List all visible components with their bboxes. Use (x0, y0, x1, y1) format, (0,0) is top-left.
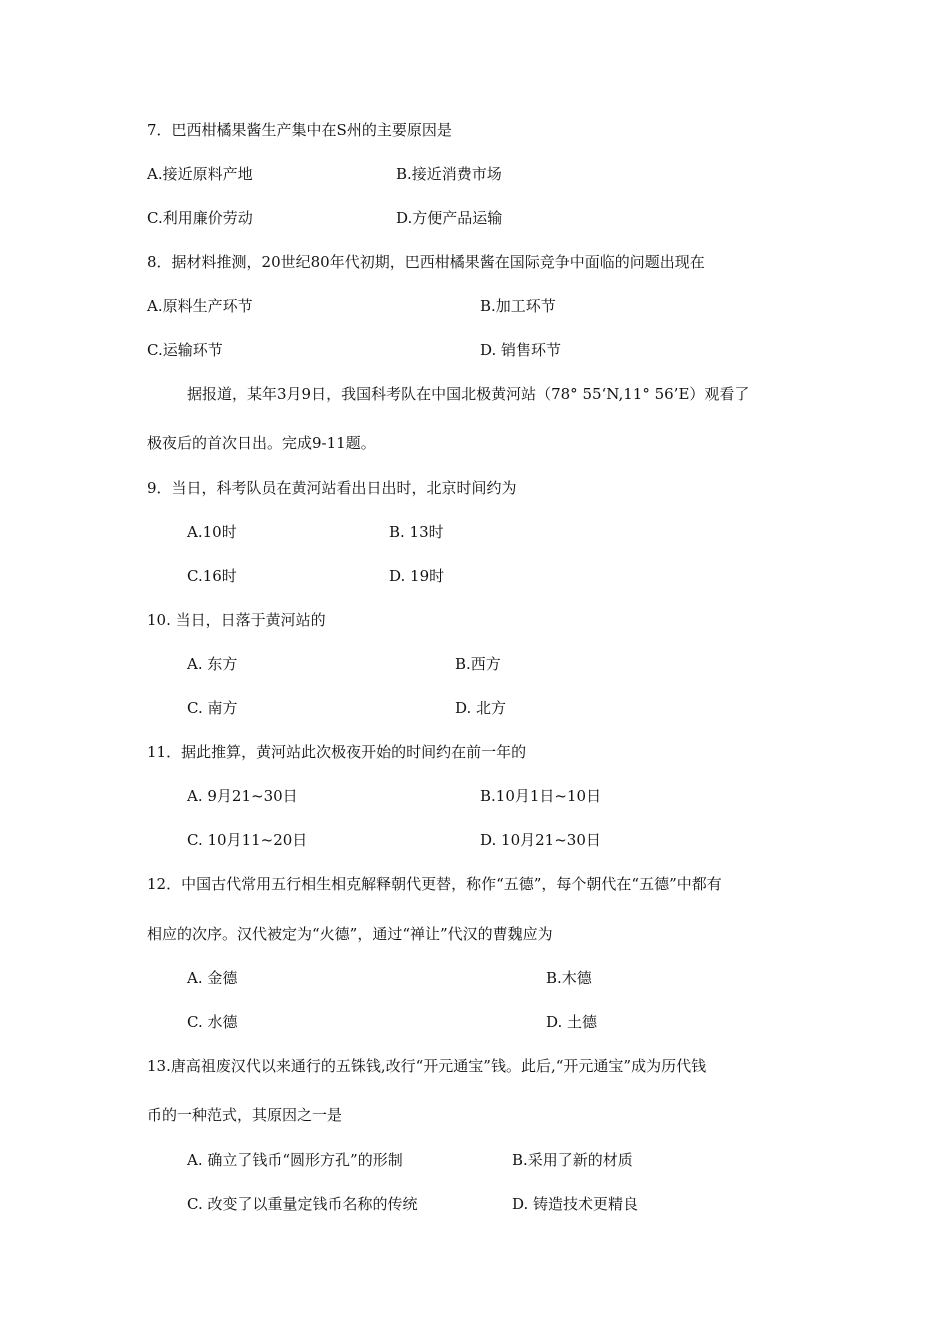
q13-option-d: D. 铸造技术更精良 (512, 1195, 639, 1213)
q8-option-a: A.原料生产环节 (147, 297, 253, 315)
q13-stem-line-2: 币的一种范式，其原因之一是 (147, 1106, 343, 1124)
q7-option-c: C.利用廉价劳动 (147, 209, 253, 227)
q11-option-d: D. 10月21~30日 (480, 831, 601, 849)
q8-option-b: B.加工环节 (480, 297, 556, 315)
q7-stem: 7．巴西柑橘果酱生产集中在S州的主要原因是 (147, 121, 452, 139)
q11-option-b: B.10月1日~10日 (480, 787, 602, 805)
q9-option-a: A.10时 (187, 523, 237, 541)
q12-option-d: D. 土德 (546, 1013, 598, 1031)
q10-option-b: B.西方 (455, 655, 501, 673)
q7-option-d: D.方便产品运输 (396, 209, 503, 227)
q12-option-c: C. 水德 (187, 1013, 238, 1031)
q11-stem: 11．据此推算，黄河站此次极夜开始的时间约在前一年的 (147, 743, 527, 761)
passage-line-2: 极夜后的首次日出。完成9-11题。 (147, 434, 376, 452)
q13-option-b: B.采用了新的材质 (512, 1151, 633, 1169)
q12-stem-line-2: 相应的次序。汉代被定为“火德”，通过“禅让”代汉的曹魏应为 (147, 925, 553, 943)
q8-option-d: D. 销售环节 (480, 341, 562, 359)
q13-option-c: C. 改变了以重量定钱币名称的传统 (187, 1195, 418, 1213)
q9-stem: 9．当日，科考队员在黄河站看出日出时，北京时间约为 (147, 479, 517, 497)
q9-option-d: D. 19时 (389, 567, 445, 585)
q9-option-b: B. 13时 (389, 523, 444, 541)
q10-stem: 10. 当日，日落于黄河站的 (147, 611, 326, 629)
passage-line-1: 据报道，某年3月9日，我国科考队在中国北极黄河站（78° 55‘N,11° 56’E）观看了 (187, 385, 750, 403)
q11-option-a: A. 9月21~30日 (187, 787, 298, 805)
q13-option-a: A. 确立了钱币“圆形方孔”的形制 (187, 1151, 403, 1169)
q11-option-c: C. 10月11~20日 (187, 831, 308, 849)
q7-option-b: B.接近消费市场 (396, 165, 502, 183)
q10-option-d: D. 北方 (455, 699, 507, 717)
q12-stem-line-1: 12．中国古代常用五行相生相克解释朝代更替，称作“五德”，每个朝代在“五德”中都有 (147, 875, 722, 893)
q13-stem-line-1: 13.唐高祖废汉代以来通行的五铢钱,改行“开元通宝”钱。此后,“开元通宝”成为历代钱 (147, 1057, 707, 1075)
q9-option-c: C.16时 (187, 567, 237, 585)
q12-option-a: A. 金德 (187, 969, 238, 987)
q10-option-a: A. 东方 (187, 655, 238, 673)
q10-option-c: C. 南方 (187, 699, 238, 717)
q8-option-c: C.运输环节 (147, 341, 223, 359)
q7-option-a: A.接近原料产地 (147, 165, 253, 183)
q8-stem: 8．据材料推测，20世纪80年代初期，巴西柑橘果酱在国际竞争中面临的问题出现在 (147, 253, 705, 271)
q12-option-b: B.木德 (546, 969, 592, 987)
